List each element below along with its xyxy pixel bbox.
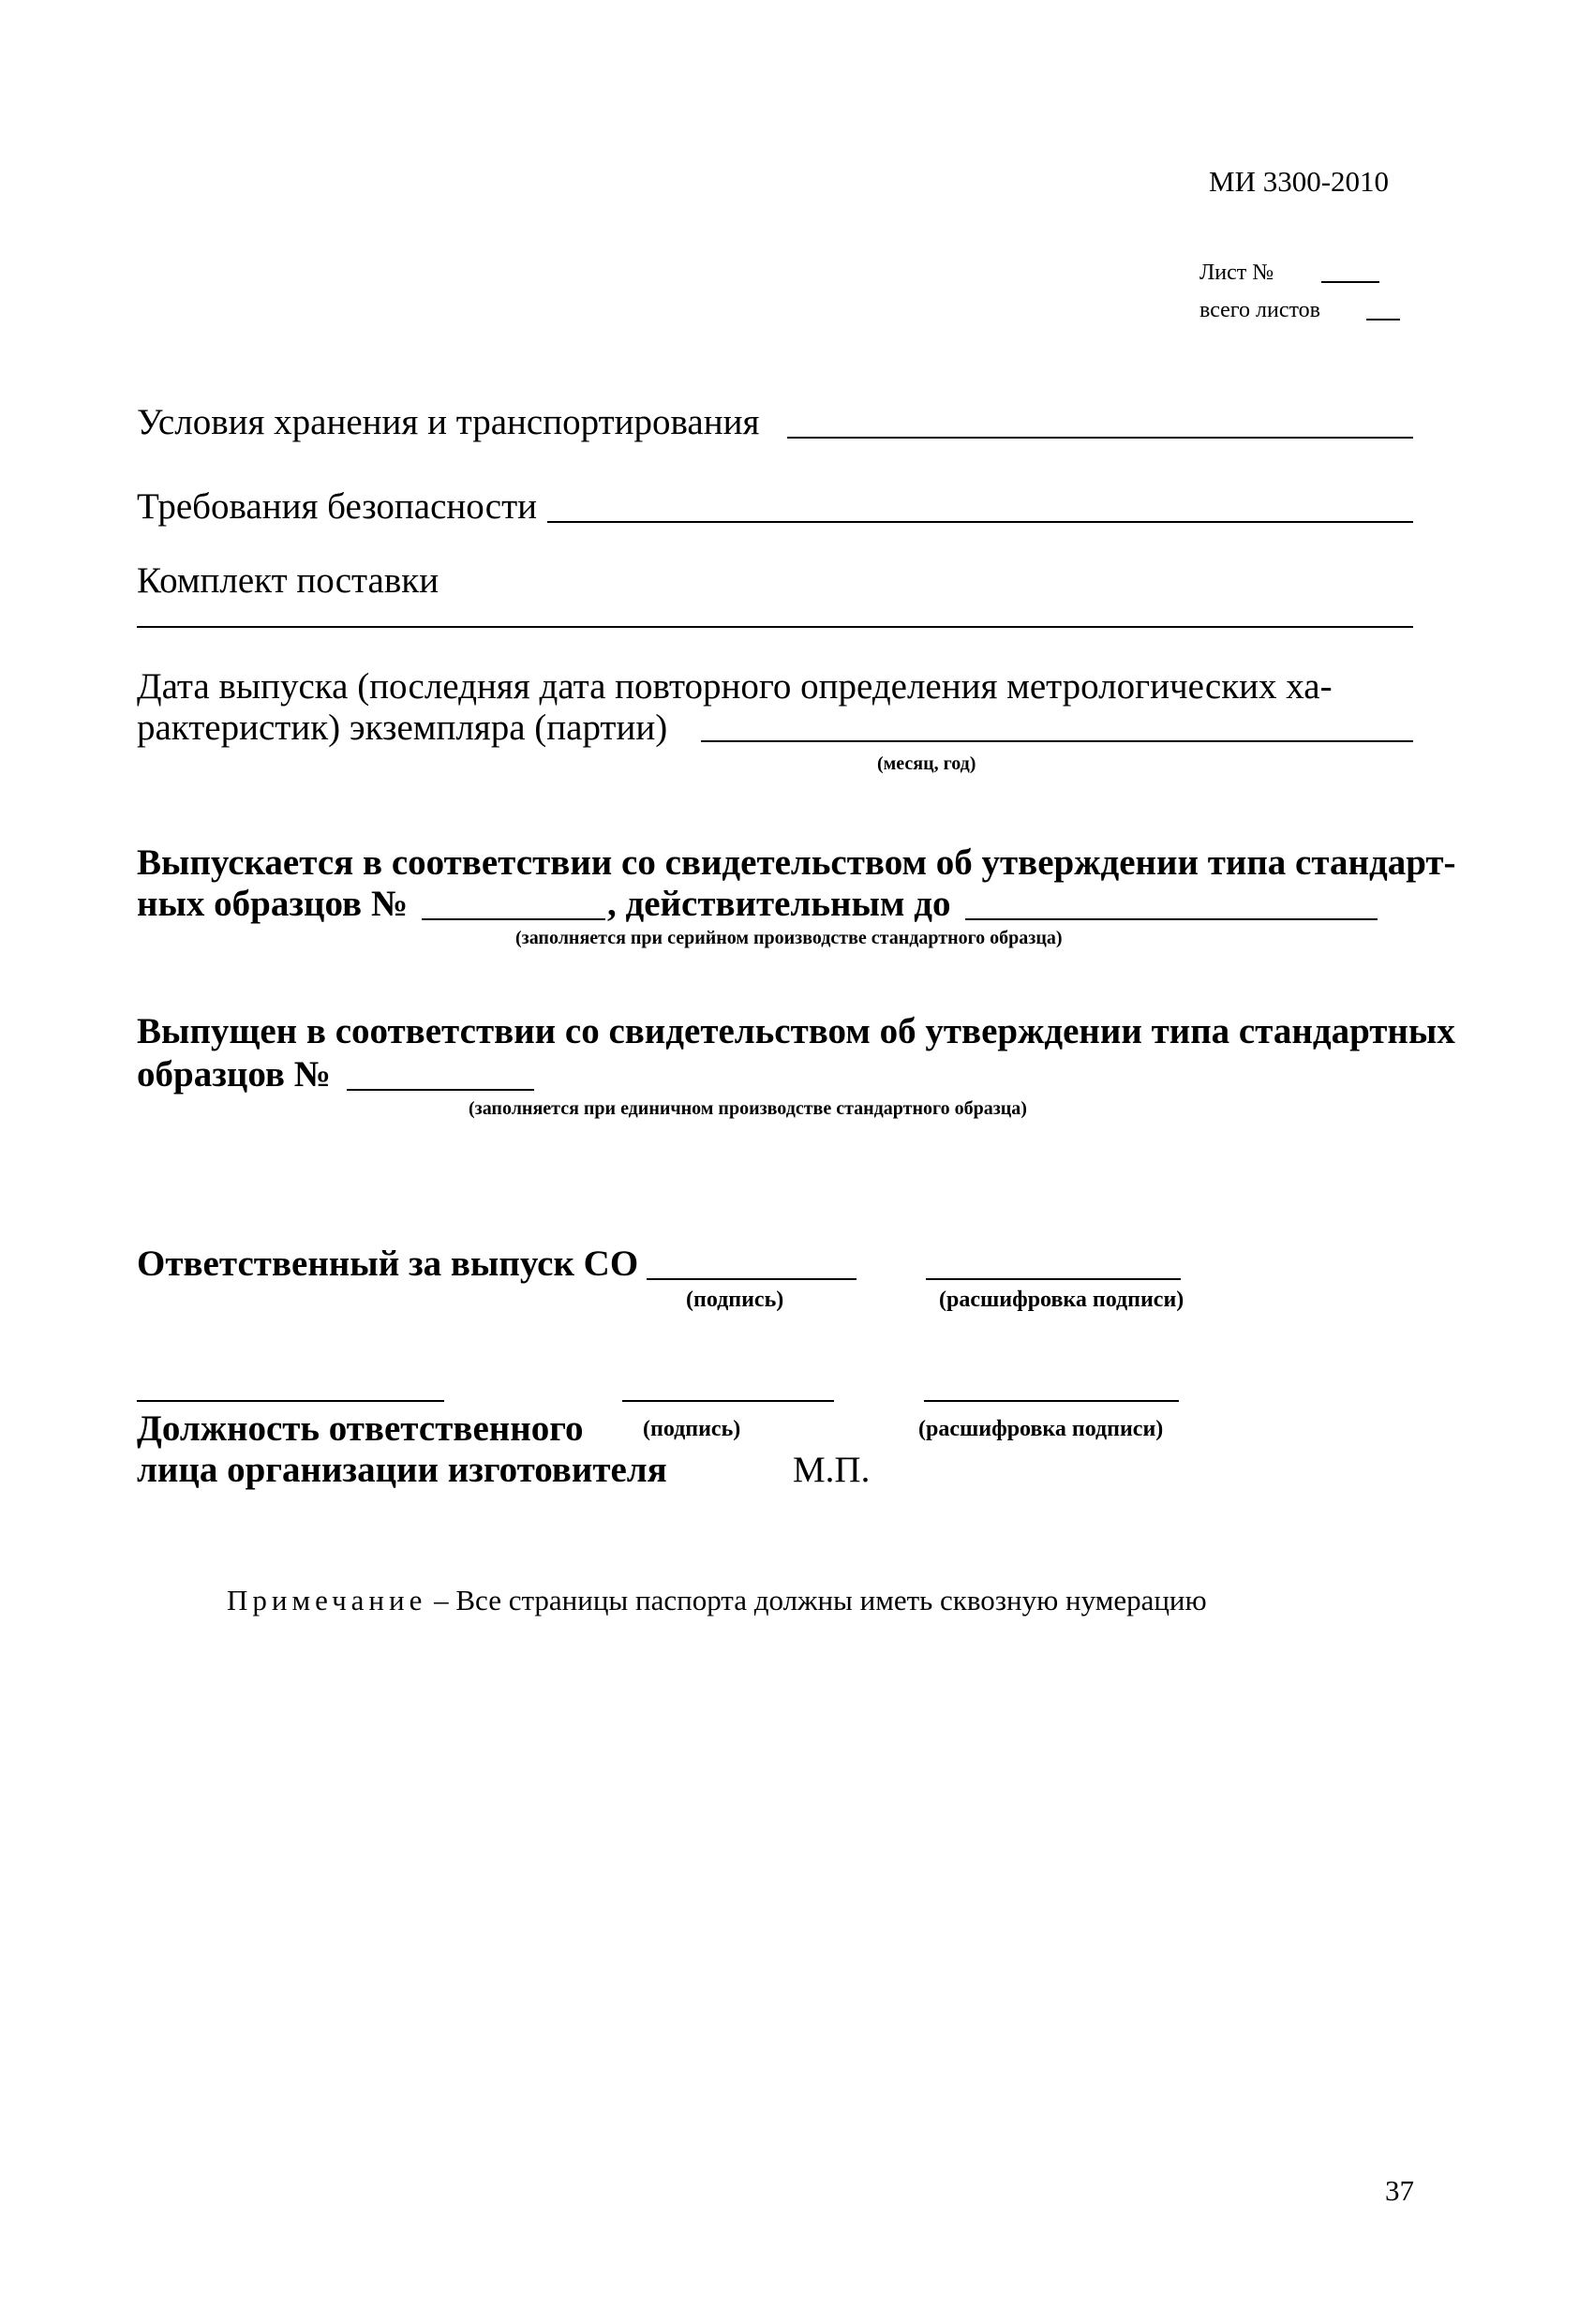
delivery-set-field[interactable]	[137, 626, 1413, 628]
total-sheets-field[interactable]	[1366, 319, 1400, 320]
page-number: 37	[1385, 2174, 1414, 2207]
responsible-signature-caption: (подпись)	[686, 1288, 784, 1312]
release-date-caption: (месяц, год)	[877, 753, 976, 774]
single-production-line1: Выпущен в соответствии со свидетельством об утверждении типа стандартных	[137, 1011, 1455, 1051]
release-date-label-line1: Дата выпуска (последняя дата повторного определения метрологических ха-	[137, 666, 1333, 707]
note	[227, 1584, 1207, 1617]
sheet-number-field[interactable]	[1321, 281, 1379, 283]
single-certificate-number-field[interactable]	[347, 1089, 534, 1091]
serial-certificate-number-field[interactable]	[422, 918, 605, 920]
single-production-caption: (заполняется при единичном производстве стандартного образца)	[469, 1098, 1027, 1119]
release-date-label-line2: рактеристик) экземпляра (партии)	[137, 708, 668, 748]
position-signature-caption: (подпись)	[643, 1417, 741, 1441]
release-date-field[interactable]	[701, 740, 1413, 742]
safety-requirements-label: Требования безопасности	[137, 486, 537, 527]
position-label-line2: лица организации изготовителя	[137, 1450, 667, 1490]
note-label: Примечание	[227, 1584, 427, 1616]
position-decoding-field[interactable]	[924, 1400, 1179, 1402]
note-text: – Все страницы паспорта должны иметь сквозную нумерацию	[426, 1584, 1207, 1616]
delivery-set-label: Комплект поставки	[137, 560, 439, 601]
serial-production-caption: (заполняется при серийном производстве стандартного образца)	[515, 928, 1063, 948]
responsible-decoding-field[interactable]	[926, 1278, 1181, 1280]
stamp-label: М.П.	[793, 1450, 871, 1490]
position-label-line1: Должность ответственного	[137, 1408, 584, 1449]
serial-production-line1: Выпускается в соответствии со свидетельством об утверждении типа стандарт-	[137, 842, 1456, 883]
serial-valid-until-field[interactable]	[965, 918, 1378, 920]
serial-production-line2a: ных образцов №	[137, 884, 409, 924]
sheet-number-label: Лист №	[1199, 261, 1274, 285]
position-field[interactable]	[137, 1400, 444, 1402]
responsible-decoding-caption: (расшифровка подписи)	[939, 1288, 1184, 1312]
total-sheets-label: всего листов	[1199, 298, 1321, 322]
storage-conditions-field[interactable]	[787, 437, 1413, 439]
safety-requirements-field[interactable]	[547, 521, 1413, 523]
document-code: МИ 3300-2010	[1209, 165, 1390, 198]
serial-production-line2b: , действительным до	[607, 884, 951, 924]
storage-conditions-label: Условия хранения и транспортирования	[137, 402, 760, 442]
position-signature-field[interactable]	[622, 1400, 834, 1402]
responsible-label: Ответственный за выпуск СО	[137, 1244, 639, 1284]
single-production-line2: образцов №	[137, 1054, 331, 1095]
position-decoding-caption: (расшифровка подписи)	[918, 1417, 1164, 1441]
responsible-signature-field[interactable]	[647, 1278, 857, 1280]
